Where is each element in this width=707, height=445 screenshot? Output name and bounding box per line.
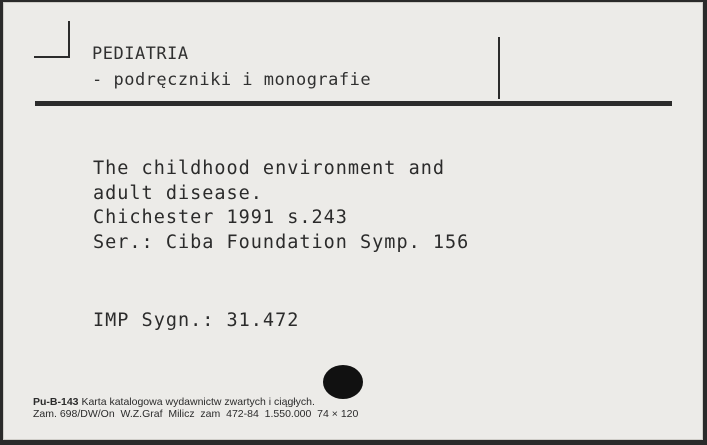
header-subtitle: - podręczniki i monografie	[92, 70, 372, 90]
corner-tick-vertical	[68, 21, 70, 58]
catalog-entry	[93, 157, 469, 255]
entry-title-line-1: The childhood environment and	[93, 158, 446, 179]
header-title: PEDIATRIA	[92, 44, 189, 64]
entry-series: Ser.: Ciba Foundation Symp. 156	[93, 231, 470, 253]
card-header	[92, 41, 371, 93]
header-divider-vertical	[498, 37, 500, 99]
entry-title-line-2: adult disease.	[93, 182, 263, 204]
corner-tick-horizontal	[34, 56, 70, 58]
footer-line-2: Zam. 698/DW/On W.Z.Graf Milicz zam 472-84 1.550.000 74 × 120	[33, 408, 359, 420]
catalog-card	[3, 2, 703, 440]
footer-code: Pu-B-143	[33, 396, 79, 408]
header-divider-horizontal	[35, 101, 672, 106]
punch-hole	[323, 365, 363, 399]
entry-publication: Chichester 1991 s.243	[93, 207, 348, 228]
footer-line-1: Karta katalogowa wydawnictw zwartych i ciągłych.	[81, 396, 315, 408]
shelf-signature: IMP Sygn.: 31.472	[93, 310, 300, 331]
card-footer	[33, 396, 358, 420]
